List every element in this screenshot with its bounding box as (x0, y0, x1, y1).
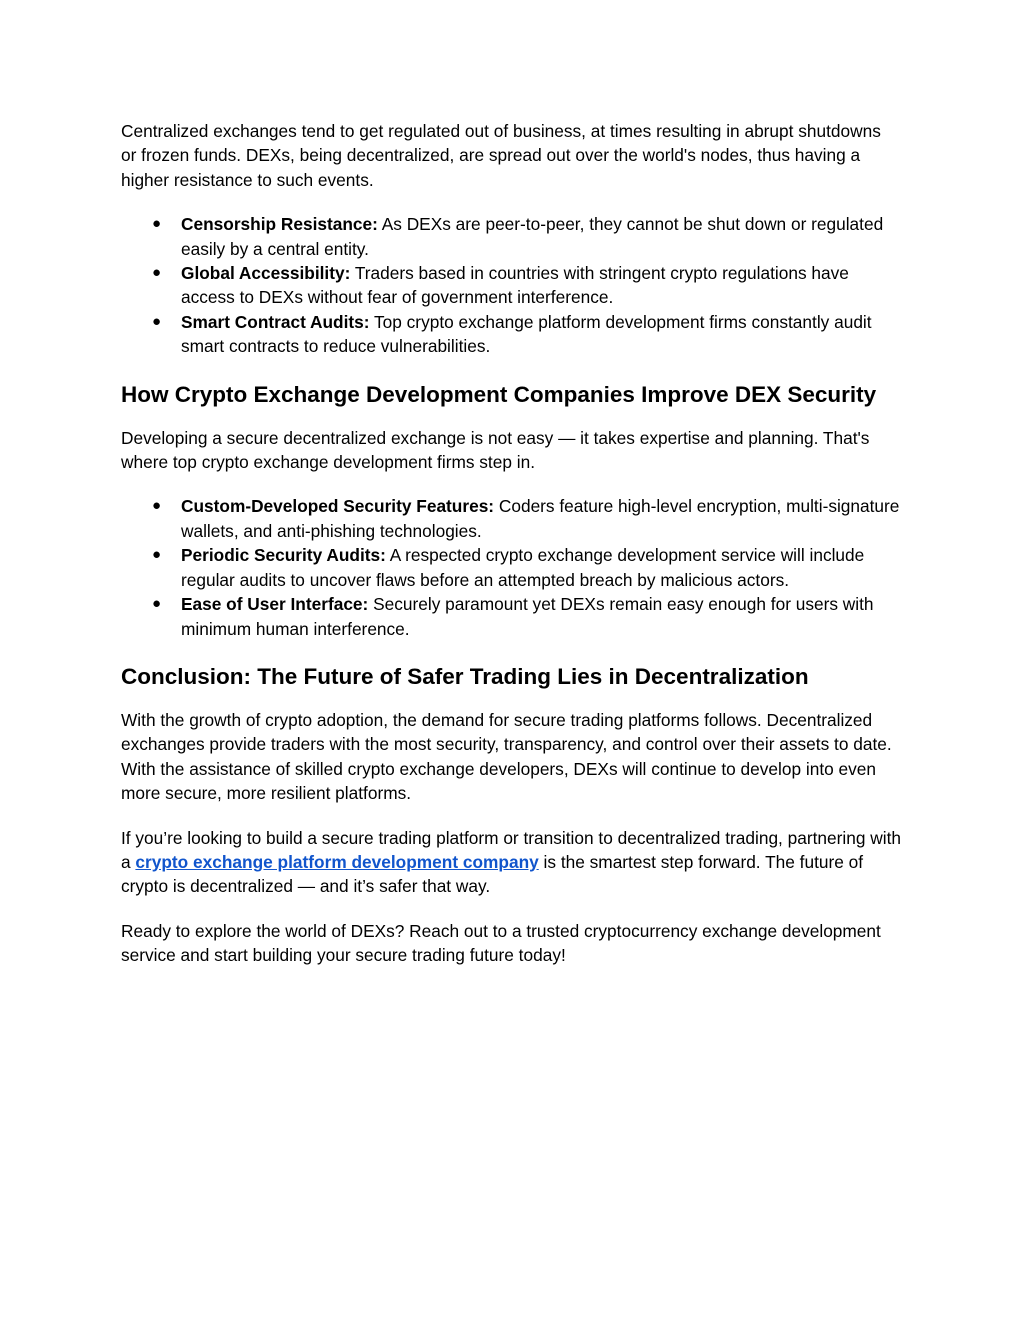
development-practices-list (121, 494, 901, 640)
dex-security-paragraph: Developing a secure decentralized exchange is not easy — it takes expertise and planning. That's where top crypto exchange development firms step in. (121, 427, 870, 473)
list-item-text: Securely paramount yet DEXs remain easy enough for users with minimum human interference. (181, 594, 874, 639)
bullet-icon: ● (152, 312, 162, 330)
document-page (121, 119, 901, 988)
paragraph-text-before-link: If you’re looking to build a secure trading platform or transition to decentralized trading, partnering with a (121, 827, 902, 872)
security-benefits-list (121, 212, 901, 358)
list-item-title: Periodic Security Audits: (181, 545, 386, 566)
list-item (121, 310, 901, 359)
list-item (121, 543, 901, 592)
list-item (121, 592, 901, 641)
bullet-icon: ● (152, 497, 162, 515)
list-item-text: Top crypto exchange platform development firms constantly audit smart contracts to reduce vulnerabilities. (181, 311, 872, 357)
section-heading-conclusion: Conclusion: The Future of Safer Trading Lies in Decentralization (121, 663, 809, 689)
bullet-icon: ● (152, 595, 162, 613)
bullet-icon: ● (152, 264, 162, 282)
list-item (121, 261, 901, 310)
call-to-action-paragraph (121, 826, 901, 899)
bullet-icon: ● (152, 546, 162, 564)
list-item-text: As DEXs are peer-to-peer, they cannot be shut down or regulated easily by a central entity. (181, 214, 884, 259)
list-item-title: Global Accessibility: (181, 263, 351, 284)
bullet-icon: ● (152, 215, 162, 233)
section-heading-dex-security: How Crypto Exchange Development Companies Improve DEX Security (121, 381, 877, 407)
list-item-text: Coders feature high-level encryption, multi-signature wallets, and anti-phishing technologies. (181, 496, 900, 541)
list-item-title: Censorship Resistance: (181, 214, 378, 235)
development-company-link[interactable]: crypto exchange platform development company (135, 851, 539, 872)
list-item (121, 212, 901, 261)
list-item-title: Smart Contract Audits: (181, 311, 370, 332)
paragraph-text-after-link: is the smartest step forward. The future of crypto is decentralized — and it’s safer that way. (121, 851, 864, 897)
list-item-title: Ease of User Interface: (181, 594, 369, 615)
list-item-title: Custom-Developed Security Features: (181, 496, 495, 517)
list-item (121, 494, 901, 543)
list-item-text: A respected crypto exchange development service will include regular audits to uncover flaws before an attempted breach by malicious actors. (181, 545, 865, 590)
list-item-text: Traders based in countries with stringent crypto regulations have access to DEXs without fear of government interference. (181, 263, 849, 308)
conclusion-paragraph: With the growth of crypto adoption, the demand for secure trading platforms follows. Decentralized exchanges provide traders with the most security, transparency, and control over their assets to date. With the assistance of skilled crypto exchange developers, DEXs will continue to develop into even more secure, more resilient platforms. (121, 709, 892, 804)
intro-paragraph: Centralized exchanges tend to get regulated out of business, at times resulting in abrupt shutdowns or frozen funds. DEXs, being decentralized, are spread out over the world's nodes, thus having a higher resistance to such events. (121, 121, 881, 190)
closing-paragraph: Ready to explore the world of DEXs? Reach out to a trusted cryptocurrency exchange development service and start building your secure trading future today! (121, 920, 881, 966)
